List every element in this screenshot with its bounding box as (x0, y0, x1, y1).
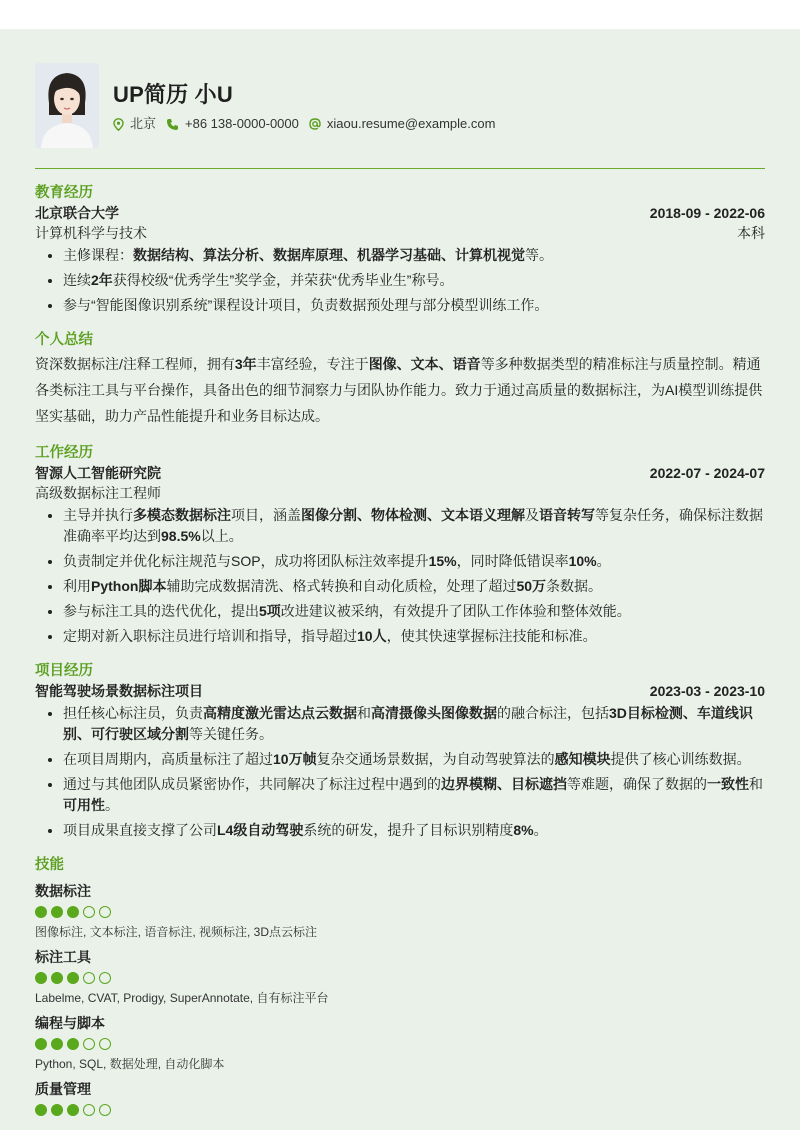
rating-dot-empty-icon (99, 1038, 111, 1050)
bold-text: 3D目标检测、车道线识别、可行驶区域分割 (63, 705, 753, 742)
text-segment: ，使其快速掌握标注技能和标准。 (386, 628, 597, 644)
location-text: 北京 (130, 116, 157, 131)
rating-dot-filled-icon (35, 906, 47, 918)
text-segment: 获得校级“优秀学生”奖学金，并荣获“优秀毕业生”称号。 (112, 272, 454, 288)
text-segment: 主修课程： (63, 247, 133, 263)
rating-dot-empty-icon (99, 1104, 111, 1116)
rating-dot-filled-icon (51, 1038, 63, 1050)
text-segment: 项目成果直接支撑了公司 (63, 822, 217, 838)
candidate-name: UP简历 小U (113, 82, 233, 107)
bullet-item (63, 295, 765, 316)
rating-dot-filled-icon (35, 1104, 47, 1116)
summary-title: 个人总结 (35, 332, 93, 348)
rating-dot-empty-icon (83, 972, 95, 984)
job-role: 高级数据标注工程师 (35, 485, 161, 501)
rating-dot-empty-icon (83, 1038, 95, 1050)
text-segment: 主导并执行 (63, 507, 133, 523)
skill-name: 数据标注 (35, 883, 91, 899)
text-segment: 提供了核心训练数据。 (610, 751, 751, 767)
bullet-item (63, 505, 765, 547)
header-divider (35, 168, 765, 169)
phone-icon (166, 118, 179, 131)
project-name-row (35, 681, 765, 701)
rating-dot-empty-icon (99, 906, 111, 918)
bullet-item (63, 270, 765, 291)
skill-item (35, 1079, 765, 1117)
bold-text: 5项 (259, 603, 281, 619)
rating-dot-filled-icon (51, 1104, 63, 1116)
education-major-row (35, 223, 765, 243)
skill-item (35, 881, 765, 941)
skill-level-rating (35, 1104, 765, 1117)
rating-dot-empty-icon (99, 972, 111, 984)
contact-phone (166, 114, 299, 134)
skills-list (35, 881, 765, 1117)
skill-description: Labelme, CVAT, Prodigy, SuperAnnotate, 自有标注平台 (35, 991, 329, 1005)
contact-location (113, 114, 156, 134)
avatar (35, 63, 99, 148)
work-title: 工作经历 (35, 445, 93, 461)
bold-text: 感知模块 (554, 751, 611, 767)
bold-text: 语音转写 (539, 507, 595, 523)
project-name: 智能驾驶场景数据标注项目 (35, 683, 203, 699)
bullet-item (63, 551, 765, 572)
skill-description: Python, SQL, 数据处理, 自动化脚本 (35, 1057, 225, 1071)
bullet-item (63, 774, 765, 816)
project-section (35, 661, 765, 841)
text-segment: 等。 (525, 247, 553, 263)
company-name: 智源人工智能研究院 (35, 465, 161, 481)
skill-name: 编程与脚本 (35, 1015, 105, 1031)
work-role-row (35, 483, 765, 503)
bold-text: 图像、文本、语音 (368, 356, 481, 372)
text-segment: 连续 (63, 272, 91, 288)
text-segment: 以上。 (200, 528, 243, 544)
skills-section (35, 855, 765, 1117)
bullet-item (63, 576, 765, 597)
resume-header (35, 29, 765, 160)
bold-text: 2年 (91, 272, 113, 288)
rating-dot-empty-icon (83, 906, 95, 918)
text-segment: 。 (105, 797, 119, 813)
summary-section (35, 330, 765, 429)
text-segment: 和 (749, 776, 763, 792)
work-bullets (35, 505, 765, 647)
text-segment: 丰富经验，专注于 (256, 356, 369, 372)
text-segment: 。 (596, 553, 611, 569)
skills-title: 技能 (35, 857, 64, 873)
rating-dot-filled-icon (67, 1104, 79, 1116)
skill-item (35, 947, 765, 1007)
email-text: xiaou.resume@example.com (326, 116, 496, 131)
text-segment: 等难题，确保了数据的 (567, 776, 707, 792)
education-title: 教育经历 (35, 185, 93, 201)
text-segment: 定期对新入职标注员进行培训和指导，指导超过 (63, 628, 357, 644)
work-company-row (35, 463, 765, 483)
education-bullets (35, 245, 765, 316)
bold-text: 50万 (516, 578, 547, 594)
phone-text: +86 138-0000-0000 (185, 116, 299, 131)
contact-info (113, 114, 505, 134)
education-section (35, 183, 765, 316)
bold-text: L4级自动驾驶 (217, 822, 304, 838)
text-segment: 在项目周期内，高质量标注了超过 (63, 751, 273, 767)
bullet-item (63, 820, 765, 841)
text-segment: 系统的研发，提升了目标识别精度 (303, 822, 514, 838)
skill-name: 标注工具 (35, 949, 91, 965)
bullet-item (63, 703, 765, 745)
top-band (0, 0, 800, 29)
skill-level-rating (35, 906, 765, 919)
text-segment: 等关键任务。 (189, 726, 273, 742)
text-segment: 参与标注工具的迭代优化，提出 (63, 603, 259, 619)
work-period: 2022-07 - 2024-07 (649, 465, 765, 481)
major: 计算机科学与技术 (35, 225, 147, 241)
text-segment: ，同时降低错误率 (456, 553, 569, 569)
contact-email (309, 114, 496, 134)
rating-dot-empty-icon (83, 1104, 95, 1116)
school-name: 北京联合大学 (35, 205, 119, 221)
rating-dot-filled-icon (67, 972, 79, 984)
avatar-portrait-icon (35, 63, 99, 148)
skill-level-rating (35, 1038, 765, 1051)
at-sign-icon (309, 118, 321, 130)
skill-level-rating (35, 972, 765, 985)
skill-item (35, 1013, 765, 1073)
rating-dot-filled-icon (51, 906, 63, 918)
bold-text: 可用性 (63, 797, 105, 813)
text-segment: 等复杂任务，确保标注数据准确率平均达到 (63, 507, 763, 544)
text-segment: 负责制定并优化标注规范与SOP，成功将团队标注效率提升 (63, 553, 429, 569)
bold-text: 多模态数据标注 (133, 507, 231, 523)
text-segment: 参与“智能图像识别系统”课程设计项目，负责数据预处理与部分模型训练工作。 (63, 297, 549, 313)
degree: 本科 (737, 225, 765, 241)
bold-text: 10万帧 (273, 751, 317, 767)
rating-dot-filled-icon (51, 972, 63, 984)
bold-text: 10人 (357, 628, 387, 644)
bold-text: 8% (513, 822, 534, 838)
education-school-row (35, 203, 765, 223)
text-segment: 利用 (63, 578, 91, 594)
text-segment: 。 (533, 822, 548, 838)
rating-dot-filled-icon (67, 1038, 79, 1050)
skill-name: 质量管理 (35, 1081, 91, 1097)
text-segment: 及 (525, 507, 539, 523)
work-section (35, 443, 765, 647)
text-segment: 复杂交通场景数据，为自动驾驶算法的 (316, 751, 555, 767)
bold-text: 3年 (234, 356, 257, 372)
project-title: 项目经历 (35, 663, 93, 679)
text-segment: 担任核心标注员，负责 (63, 705, 203, 721)
summary-text (35, 351, 765, 429)
text-segment: 辅助完成数据清洗、格式转换和自动化质检，处理了超过 (166, 578, 517, 594)
bold-text: 边界模糊、目标遮挡 (441, 776, 567, 792)
bold-text: 图像分割、物体检测、文本语义理解 (301, 507, 525, 523)
bold-text: 10% (568, 553, 597, 569)
bold-text: 高精度激光雷达点云数据 (203, 705, 357, 721)
bullet-item (63, 626, 765, 647)
location-pin-icon (113, 118, 124, 131)
text-segment: 项目，涵盖 (231, 507, 301, 523)
bullet-item (63, 749, 765, 770)
education-period: 2018-09 - 2022-06 (649, 205, 765, 221)
bold-text: 数据结构、算法分析、数据库原理、机器学习基础、计算机视觉 (133, 247, 525, 263)
bold-text: 一致性 (707, 776, 749, 792)
bullet-item (63, 245, 765, 266)
bold-text: 15% (428, 553, 457, 569)
text-segment: 和 (357, 705, 371, 721)
text-segment: 通过与其他团队成员紧密协作，共同解决了标注过程中遇到的 (63, 776, 441, 792)
rating-dot-filled-icon (67, 906, 79, 918)
skill-description: 图像标注, 文本标注, 语音标注, 视频标注, 3D点云标注 (35, 925, 318, 939)
text-segment: 条数据。 (546, 578, 603, 594)
bold-text: 98.5% (161, 528, 201, 544)
text-segment: 的融合标注，包括 (497, 705, 609, 721)
resume-page (0, 29, 800, 1117)
text-segment: 改进建议被采纳，有效提升了团队工作体验和整体效能。 (280, 603, 631, 619)
project-bullets (35, 703, 765, 841)
project-period: 2023-03 - 2023-10 (649, 683, 765, 699)
bold-text: Python脚本 (91, 578, 167, 594)
rating-dot-filled-icon (35, 1038, 47, 1050)
text-segment: 资深数据标注/注释工程师，拥有 (35, 356, 235, 372)
bullet-item (63, 601, 765, 622)
rating-dot-filled-icon (35, 972, 47, 984)
text-segment: 等多种数据类型的精准标注与质量控制。精通各类标注工具与平台操作，具备出色的细节洞察力与团队协作能力。致力于通过高质量的数据标注，为AI模型训练提供坚实基础，助力产品性能提升和业务目标达成。 (35, 356, 763, 424)
bold-text: 高清摄像头图像数据 (371, 705, 497, 721)
